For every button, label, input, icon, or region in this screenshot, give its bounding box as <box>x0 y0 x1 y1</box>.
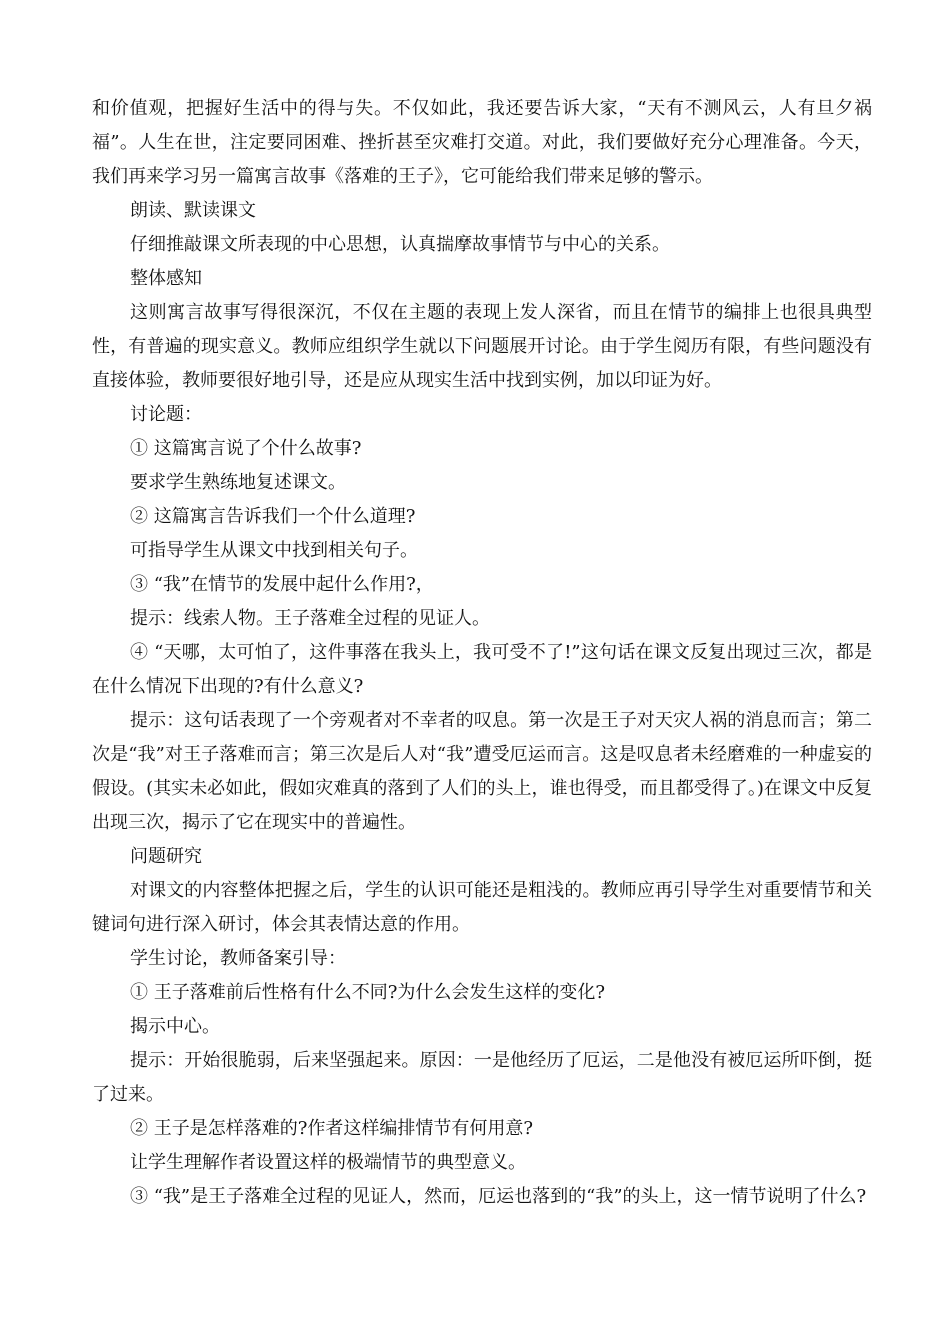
question-4: ④ “天哪，太可怕了，这件事落在我头上，我可受不了!”这句话在课文反复出现过三次，都是在什么情况下出现的?有什么意义? <box>92 642 872 697</box>
research-question-3: ③ “我”是王子落难全过程的见证人，然而，厄运也落到的“我”的头上，这一情节说明了什么? <box>130 1186 867 1207</box>
paragraph-reading-task: 仔细推敲课文所表现的中心思想，认真揣摩故事情节与中心的关系。 <box>130 234 670 255</box>
research-answer-1: 提示：开始很脆弱，后来坚强起来。原因：一是他经历了厄运，二是他没有被厄运所吓倒，挺了过来。 <box>92 1050 872 1105</box>
paragraph-student-discussion: 学生讨论，教师备案引导： <box>130 948 346 969</box>
research-note-1: 揭示中心。 <box>130 1016 220 1037</box>
question-3: ③ “我”在情节的发展中起什么作用?， <box>130 574 434 595</box>
research-question-2: ② 王子是怎样落难的?作者这样编排情节有何用意? <box>130 1118 534 1139</box>
heading-overall-perception: 整体感知 <box>130 268 202 289</box>
heading-discussion: 讨论题： <box>130 404 202 425</box>
paragraph-overall-perception: 这则寓言故事写得很深沉，不仅在主题的表现上发人深省，而且在情节的编排上也很具典型性，有普遍的现实意义。教师应组织学生就以下问题展开讨论。由于学生阅历有限，有些问题没有直接体验，教师要很好地引导，还是应从现实生活中找到实例，加以印证为好。 <box>92 302 872 391</box>
question-1: ① 这篇寓言说了个什么故事? <box>130 438 362 459</box>
heading-reading: 朗读、默读课文 <box>130 200 256 221</box>
research-answer-2: 让学生理解作者设置这样的极端情节的典型意义。 <box>130 1152 526 1173</box>
heading-problem-research: 问题研究 <box>130 846 202 867</box>
paragraph-intro: 和价值观，把握好生活中的得与失。不仅如此，我还要告诉大家，“天有不测风云，人有旦夕祸福”。人生在世，注定要同困难、挫折甚至灾难打交道。对此，我们要做好充分心理准备。今天，我们再来学习另一篇寓言故事《落难的王子》，它可能给我们带来足够的警示。 <box>92 98 872 187</box>
answer-2: 可指导学生从课文中找到相关句子。 <box>130 540 418 561</box>
question-2: ② 这篇寓言告诉我们一个什么道理? <box>130 506 416 527</box>
research-question-1: ① 王子落难前后性格有什么不同?为什么会发生这样的变化? <box>130 982 606 1003</box>
answer-1: 要求学生熟练地复述课文。 <box>130 472 346 493</box>
answer-4: 提示：这句话表现了一个旁观者对不幸者的叹息。第一次是王子对天灾人祸的消息而言；第二次是“我”对王子落难而言；第三次是后人对“我”遭受厄运而言。这是叹息者未经磨难的一种虚妄的假设。(其实未必如此，假如灾难真的落到了人们的头上，谁也得受，而且都受得了。)在课文中反复出现三次，揭示了它在现实中的普遍性。 <box>92 710 872 833</box>
answer-3: 提示：线索人物。王子落难全过程的见证人。 <box>130 608 490 629</box>
paragraph-problem-research: 对课文的内容整体把握之后，学生的认识可能还是粗浅的。教师应再引导学生对重要情节和关键词句进行深入研讨，体会其表情达意的作用。 <box>92 880 872 935</box>
document-page <box>92 92 872 1214</box>
